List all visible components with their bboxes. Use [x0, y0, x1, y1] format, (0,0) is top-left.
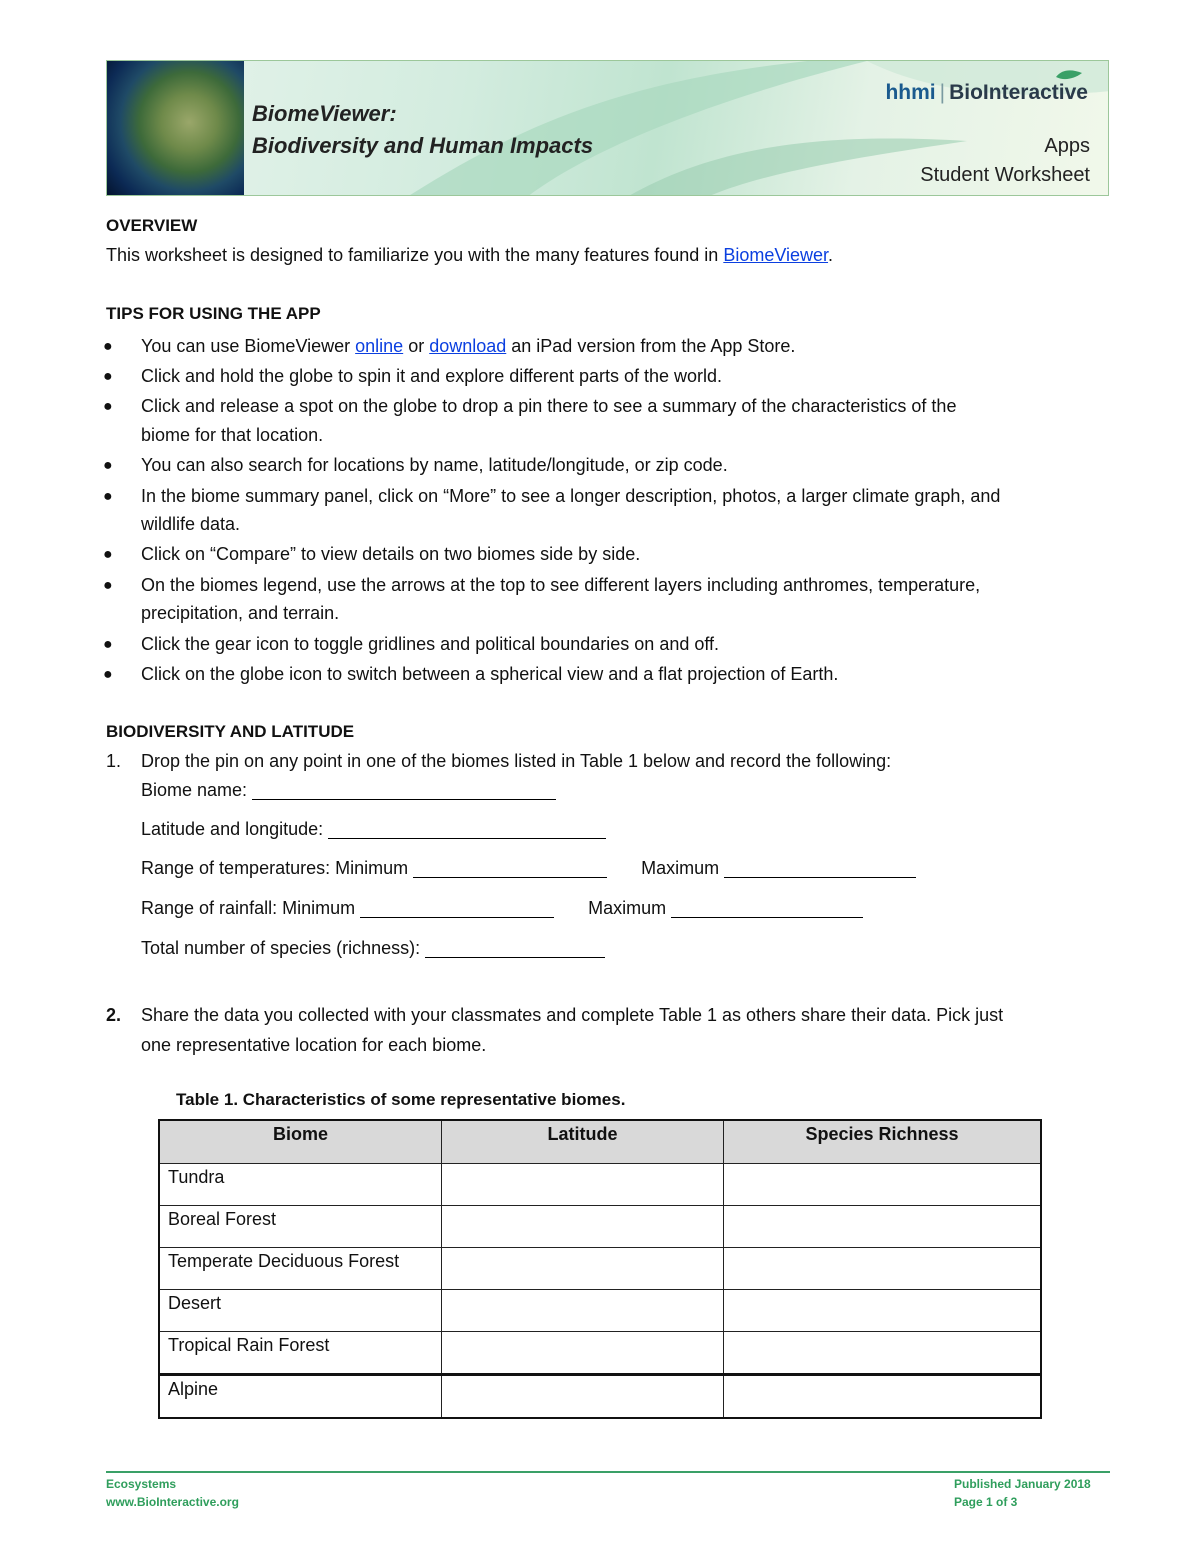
q1-text: Drop the pin on any point in one of the biomes listed in Table 1 below and record the following:: [141, 751, 892, 771]
bullet-icon: ●: [103, 636, 113, 653]
biome-cell: Temperate Deciduous Forest: [159, 1248, 442, 1290]
biomeviewer-link[interactable]: BiomeViewer: [723, 245, 829, 265]
brand-name: BioInteractive: [949, 81, 1088, 104]
col-latitude-header: Latitude: [442, 1120, 724, 1164]
temp-max-label: Maximum: [641, 858, 720, 878]
bullet-icon: ●: [103, 577, 113, 594]
footer-unit: Ecosystems: [106, 1477, 177, 1491]
tip-1-text-a: You can use BiomeViewer: [141, 336, 356, 356]
tip-8: Click the gear icon to toggle gridlines and political boundaries on and off.: [141, 634, 720, 654]
biome-cell: Boreal Forest: [159, 1206, 442, 1248]
bullet-icon: ●: [103, 546, 113, 563]
brand-logo: [885, 81, 1088, 105]
section-heading: BIODIVERSITY AND LATITUDE: [106, 722, 355, 741]
latlong-row: [141, 819, 606, 840]
overview-text: [106, 245, 833, 266]
biomes-table: [158, 1119, 1042, 1419]
rain-row: [141, 898, 863, 919]
latitude-cell[interactable]: [442, 1290, 724, 1332]
tip-5-line1: In the biome summary panel, click on “More” to see a longer description, photos, a larger climate graph, and: [141, 486, 1001, 506]
table-row: [159, 1248, 1041, 1290]
header-banner: [106, 60, 1109, 196]
richness-cell[interactable]: [724, 1332, 1042, 1375]
col-biome-header: Biome: [159, 1120, 442, 1164]
overview-heading: OVERVIEW: [106, 216, 198, 235]
tip-3-line1: Click and release a spot on the globe to drop a pin there to see a summary of the characteristics of the: [141, 396, 957, 416]
tip-1: [141, 336, 795, 357]
bullet-icon: ●: [103, 338, 113, 355]
latitude-cell[interactable]: [442, 1332, 724, 1375]
latitude-cell[interactable]: [442, 1206, 724, 1248]
tips-heading: TIPS FOR USING THE APP: [106, 304, 321, 323]
latitude-cell[interactable]: [442, 1164, 724, 1206]
brand-separator: |: [939, 81, 946, 104]
tip-6: Click on “Compare” to view details on two biomes side by side.: [141, 544, 641, 564]
bullet-icon: ●: [103, 368, 113, 385]
bullet-icon: ●: [103, 666, 113, 683]
tip-2: Click and hold the globe to spin it and explore different parts of the world.: [141, 366, 723, 386]
temp-min-blank[interactable]: [413, 859, 607, 878]
table-row: [159, 1332, 1041, 1375]
latitude-cell[interactable]: [442, 1248, 724, 1290]
table-caption: Table 1. Characteristics of some representative biomes.: [176, 1090, 626, 1109]
latlong-label: Latitude and longitude:: [141, 819, 324, 839]
q1-number: 1.: [106, 751, 122, 771]
latlong-blank[interactable]: [328, 820, 606, 839]
tip-7-line1: On the biomes legend, use the arrows at the top to see different layers including anthromes, temperature,: [141, 575, 981, 595]
species-blank[interactable]: [425, 939, 605, 958]
doc-type: Student Worksheet: [920, 164, 1090, 186]
table-row: [159, 1375, 1041, 1419]
table-row: [159, 1290, 1041, 1332]
q2-line1: Share the data you collected with your classmates and complete Table 1 as others share their data. Pick just: [141, 1005, 1004, 1025]
col-species-header: Species Richness: [724, 1120, 1042, 1164]
q2-line2: one representative location for each biome.: [141, 1035, 487, 1055]
richness-cell[interactable]: [724, 1375, 1042, 1419]
table-row: [159, 1206, 1041, 1248]
tip-7-line2: precipitation, and terrain.: [141, 603, 340, 623]
bullet-icon: ●: [103, 398, 113, 415]
temp-row: [141, 858, 916, 879]
biome-cell: Tropical Rain Forest: [159, 1332, 442, 1375]
tip-9: Click on the globe icon to switch between a spherical view and a flat projection of Earth.: [141, 664, 839, 684]
overview-text-end: .: [828, 245, 834, 265]
title-line2: Biodiversity and Human Impacts: [252, 133, 594, 158]
bullet-icon: ●: [103, 457, 113, 474]
richness-cell[interactable]: [724, 1290, 1042, 1332]
species-label: Total number of species (richness):: [141, 938, 421, 958]
biome-cell: Desert: [159, 1290, 442, 1332]
title-line1: BiomeViewer:: [252, 101, 397, 126]
tip-5-line2: wildlife data.: [141, 514, 241, 534]
footer-website[interactable]: www.BioInteractive.org: [106, 1495, 239, 1509]
tip-3-line2: biome for that location.: [141, 425, 324, 445]
brand-hhmi: hhmi: [885, 81, 936, 104]
download-link[interactable]: download: [429, 336, 507, 356]
biome-cell: Alpine: [159, 1375, 442, 1419]
richness-cell[interactable]: [724, 1248, 1042, 1290]
q2-number: 2.: [106, 1005, 122, 1025]
rain-max-blank[interactable]: [671, 899, 863, 918]
tip-4: You can also search for locations by name, latitude/longitude, or zip code.: [141, 455, 728, 475]
biome-name-row: [141, 780, 556, 801]
rain-max-label: Maximum: [588, 898, 667, 918]
overview-text-start: This worksheet is designed to familiarize you with the many features found in: [106, 245, 724, 265]
biome-name-blank[interactable]: [252, 781, 556, 800]
table-header-row: [159, 1120, 1041, 1164]
richness-cell[interactable]: [724, 1206, 1042, 1248]
bullet-icon: ●: [103, 488, 113, 505]
footer-published: Published January 2018: [954, 1477, 1091, 1491]
richness-cell[interactable]: [724, 1164, 1042, 1206]
tip-1-text-c: an iPad version from the App Store.: [506, 336, 796, 356]
tip-1-text-b: or: [403, 336, 430, 356]
species-row: [141, 938, 605, 959]
temp-max-blank[interactable]: [724, 859, 916, 878]
footer-divider: [106, 1471, 1110, 1473]
doc-category: Apps: [1044, 135, 1090, 157]
table-row: [159, 1164, 1041, 1206]
rain-min-label: Range of rainfall: Minimum: [141, 898, 356, 918]
online-link[interactable]: online: [355, 336, 404, 356]
footer-page: Page 1 of 3: [954, 1495, 1018, 1509]
biome-name-label: Biome name:: [141, 780, 248, 800]
biome-cell: Tundra: [159, 1164, 442, 1206]
globe-image: [107, 61, 244, 196]
latitude-cell[interactable]: [442, 1375, 724, 1419]
rain-min-blank[interactable]: [360, 899, 554, 918]
temp-min-label: Range of temperatures: Minimum: [141, 858, 409, 878]
